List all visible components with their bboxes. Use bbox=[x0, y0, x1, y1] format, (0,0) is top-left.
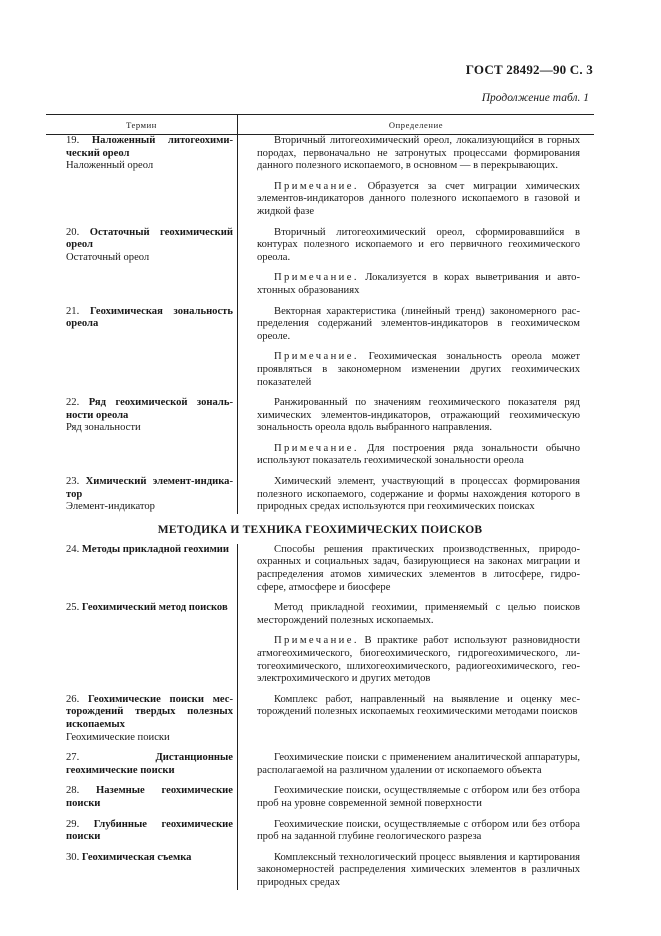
note-text: Локализуется в корах выветривания и автохтонных образованиях bbox=[257, 272, 580, 296]
definition-note bbox=[257, 351, 580, 389]
table-row bbox=[46, 694, 594, 744]
column-divider bbox=[237, 135, 238, 514]
term-name: Остаточный геохимический ореол bbox=[66, 226, 233, 251]
column-header-definition: Определение bbox=[237, 115, 594, 134]
term-number: 23. bbox=[66, 476, 80, 488]
column-divider bbox=[237, 544, 238, 890]
term-synonym: Остаточный ореол bbox=[66, 251, 150, 263]
table-row bbox=[46, 397, 594, 468]
definition-note bbox=[257, 181, 580, 219]
definition-cell bbox=[237, 785, 594, 810]
table-row bbox=[46, 544, 594, 594]
term-name: Геохимические поиски месторождений твердых полезных ископаемых bbox=[66, 693, 233, 730]
term-name: Дистанционные геохимические поиски bbox=[66, 752, 233, 776]
term-cell bbox=[46, 752, 237, 777]
note-label: Примечание. bbox=[274, 180, 359, 192]
term-synonym: Геохимические поиски bbox=[66, 731, 170, 743]
definition-note bbox=[257, 635, 580, 685]
term-cell bbox=[46, 544, 237, 594]
table-row bbox=[46, 227, 594, 298]
terms-table bbox=[46, 114, 594, 898]
column-header-term: Термин bbox=[126, 119, 157, 130]
term-number: 28. bbox=[66, 785, 80, 797]
term-name: Глубинные геохимические поиски bbox=[66, 818, 233, 843]
standard-header: ГОСТ 28492—90 С. 3 bbox=[465, 62, 593, 77]
note-text: Геохимическая зональность ореола может проявляться в закономерном изменении других геохимических показателей bbox=[257, 351, 580, 388]
definition-text: Вторичный литогеохимический ореол, локализующийся в горных породах, первоначально не затронутых процессами формирования данного полезного ископаемого, в основном — в перекрывающих. bbox=[257, 135, 580, 172]
term-name: Наземные геохимические поиски bbox=[66, 785, 233, 809]
term-number: 26. bbox=[66, 693, 80, 705]
table-row bbox=[46, 476, 594, 514]
term-cell bbox=[46, 306, 237, 390]
table-row bbox=[46, 852, 594, 890]
definition-text: Векторная характеристика (линейный тренд) закономерного распределения содержаний элементов-индикаторов в геохимическом ореоле. bbox=[257, 305, 580, 342]
rows-group-a bbox=[46, 135, 594, 514]
definition-text: Комплекс работ, направленный на выявление и оценку месторождений полезных ископаемых геохимическими методами поисков bbox=[257, 693, 580, 718]
rows-group-b bbox=[46, 544, 594, 890]
term-cell bbox=[46, 135, 237, 219]
definition-text: Способы решения практических производственных, природоохранных и социальных задач, базирующиеся на законах миграции и распределения атомов химических элементов в литосфере, гидросфере, атмосфере и биосфере bbox=[257, 543, 580, 593]
definition-cell bbox=[237, 544, 594, 594]
definition-note bbox=[257, 443, 580, 468]
term-number: 19. bbox=[66, 135, 80, 146]
term-number: 21. bbox=[66, 305, 80, 317]
term-cell bbox=[46, 476, 237, 514]
table-row bbox=[46, 135, 594, 219]
note-text: В практике работ используют разновидности атмогеохимического, биогеохимического, гидрогеохимического, литогеохимического, шлихогеохимического, радиогеохимического, геоэлектрохимического и других методов bbox=[257, 635, 580, 685]
note-label: Примечание. bbox=[274, 272, 359, 284]
term-synonym: Ряд зональности bbox=[66, 422, 141, 434]
term-cell bbox=[46, 852, 237, 890]
table-row bbox=[46, 819, 594, 844]
term-name: Наложенный литогеохимический ореол bbox=[66, 135, 233, 159]
term-synonym: Элемент-индикатор bbox=[66, 501, 155, 513]
definition-text: Метод прикладной геохимии, применяемый с целью поисков месторождений полезных ископаемых. bbox=[257, 602, 580, 626]
definition-cell bbox=[237, 306, 594, 390]
definition-text: Геохимические поиски, осуществляемые с отбором или без отбора проб на уровне современной земной поверхности bbox=[257, 785, 580, 809]
term-cell bbox=[46, 397, 237, 468]
note-label: Примечание. bbox=[274, 351, 359, 363]
term-synonym: Наложенный ореол bbox=[66, 160, 154, 172]
term-number: 30. bbox=[66, 851, 80, 863]
term-number: 27. bbox=[66, 752, 80, 764]
term-number: 29. bbox=[66, 818, 80, 830]
table-body bbox=[46, 135, 594, 890]
term-name: Геохимический метод поисков bbox=[81, 602, 228, 614]
note-label: Примечание. bbox=[274, 442, 359, 454]
definition-text: Комплексный технологический процесс выявления и картирования закономерностей распределения химических элементов в различных природных средах bbox=[257, 851, 580, 888]
section-title: МЕТОДИКА И ТЕХНИКА ГЕОХИМИЧЕСКИХ ПОИСКОВ bbox=[157, 523, 483, 536]
definition-text: Ранжированный по значениям геохимического показателя ряд химических элементов-индикаторов, отражающий геохимическую зональность ореола вдоль выбранного направления. bbox=[257, 397, 580, 434]
term-cell bbox=[46, 819, 237, 844]
table-row bbox=[46, 602, 594, 686]
definition-cell bbox=[237, 135, 594, 219]
definition-text: Геохимические поиски с применением аналитической аппаратуры, располагаемой на различном удалении от ископаемого объекта bbox=[257, 752, 580, 776]
table-row bbox=[46, 306, 594, 390]
term-cell bbox=[46, 694, 237, 744]
table-row bbox=[46, 752, 594, 777]
term-name: Методы прикладной геохимии bbox=[81, 543, 229, 555]
term-name: Геохимическая зональность ореола bbox=[66, 305, 233, 330]
term-number: 25. bbox=[66, 602, 80, 614]
definition-note bbox=[257, 272, 580, 297]
table-row bbox=[46, 785, 594, 810]
definition-cell bbox=[237, 852, 594, 890]
term-name: Геохимическая съемка bbox=[81, 851, 192, 863]
term-name: Ряд геохимической зональности ореола bbox=[66, 397, 233, 421]
definition-cell bbox=[237, 694, 594, 744]
note-text: Образуется за счет миграции химических элементов-индикаторов данного полезного ископаемого в газовой и жидкой фазе bbox=[257, 180, 581, 217]
note-label: Примечание. bbox=[274, 635, 359, 647]
term-cell bbox=[46, 785, 237, 810]
term-name: Химический элемент-индикатор bbox=[66, 476, 233, 500]
note-text: Для построения ряда зональности обычно используют показатель геохимической зональности ореола bbox=[257, 442, 581, 467]
definition-cell bbox=[237, 476, 594, 514]
definition-cell bbox=[237, 819, 594, 844]
table-continuation-label: Продолжение табл. 1 bbox=[481, 92, 589, 104]
definition-cell bbox=[237, 397, 594, 468]
table-header bbox=[46, 114, 594, 135]
term-number: 22. bbox=[66, 397, 80, 409]
definition-cell bbox=[237, 602, 594, 686]
term-cell bbox=[46, 227, 237, 298]
definition-text: Химический элемент, участвующий в процессах формирования полезного ископаемого, содержание и формы нахождения которого в природных средах используются при геохимических поисках bbox=[257, 476, 580, 513]
definition-cell bbox=[237, 227, 594, 298]
term-number: 24. bbox=[66, 543, 80, 555]
definition-cell bbox=[237, 752, 594, 777]
definition-text: Вторичный литогеохимический ореол, сформировавшийся в контурах полезного ископаемого и его первичного геохимического ореола. bbox=[257, 226, 580, 263]
term-number: 20. bbox=[66, 226, 80, 238]
definition-text: Геохимические поиски, осуществляемые с отбором или без отбора проб на заданной глубине геологического разреза bbox=[257, 818, 580, 843]
term-cell bbox=[46, 602, 237, 686]
